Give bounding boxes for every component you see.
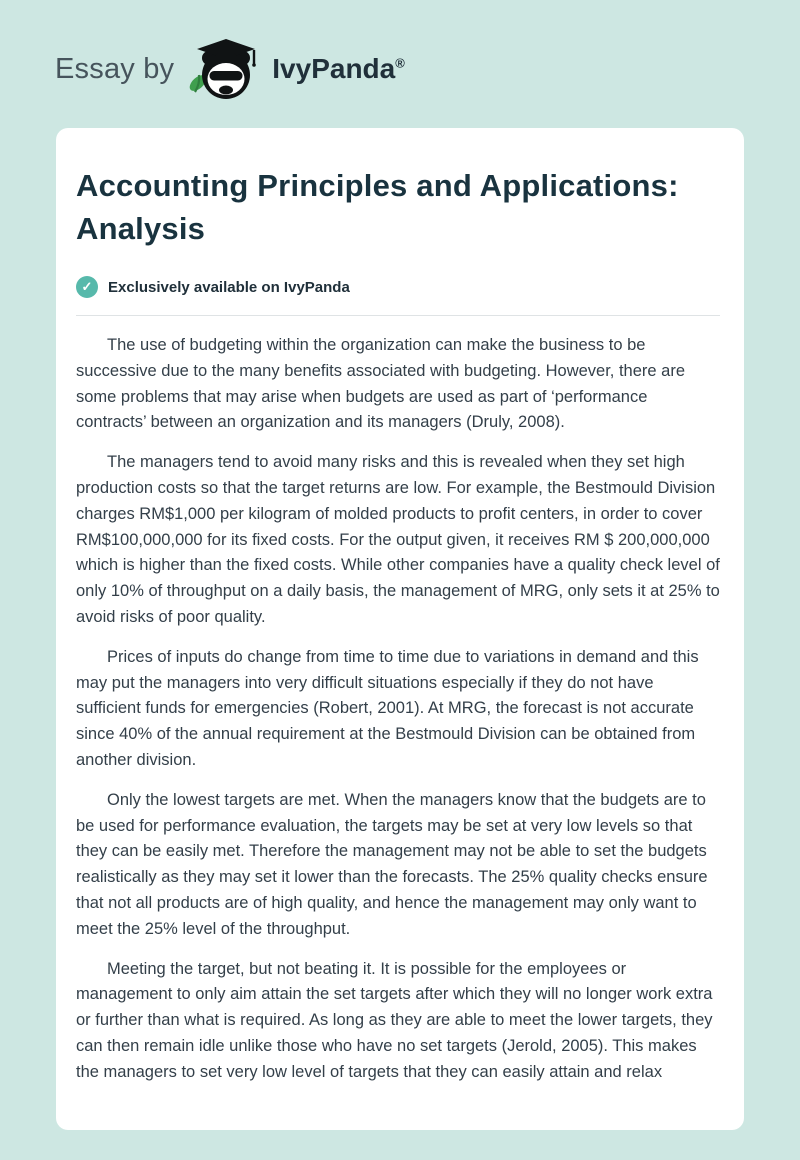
divider <box>76 315 720 316</box>
essay-body <box>76 333 720 1086</box>
essay-paragraph: Prices of inputs do change from time to time due to variations in demand and this may put the managers into very difficult situations especially if they do not have sufficient funds for emergencies (Robert, 2001). At MRG, the forecast is not accurate since 40% of the annual requirement at the Bestmould Division can be obtained from another division. <box>76 647 699 769</box>
registered-mark: ® <box>395 55 405 71</box>
availability-row <box>76 276 720 298</box>
brand-name <box>272 53 405 85</box>
essay-card <box>56 128 744 1130</box>
page-title: Accounting Principles and Applications: Analysis <box>76 168 679 246</box>
essay-paragraph: Meeting the target, but not beating it. It is possible for the employees or management to only aim attain the set targets after which they will no longer work extra or further than what is required. As long as they are able to meet the lower targets, they can then remain idle unlike those who have no set targets (Jerold, 2005). This makes the managers to set very low level of targets that they can easily attain and relax <box>76 959 713 1081</box>
essay-paragraph: The use of budgeting within the organization can make the business to be successive due to the many benefits associated with budgeting. However, there are some problems that may arise when budgets are used as part of ‘performance contracts’ between an organization and its managers (Druly, 2008). <box>76 336 686 432</box>
ivypanda-logo-icon <box>187 38 259 100</box>
essay-paragraph: Only the lowest targets are met. When the managers know that the budgets are to be used for performance evaluation, the targets may be set at very low levels so that they can be easily met. Therefore the management may not be able to set the budgets realistically as they may set it lower than the forecasts. The 25% quality checks ensure that not all products are of high quality, and hence the management may only want to meet the 25% level of the throughput. <box>76 790 708 938</box>
availability-label: Exclusively available on IvyPanda <box>108 278 350 296</box>
header <box>0 0 800 102</box>
essay-paragraph: The managers tend to avoid many risks and this is revealed when they set high production costs so that the target returns are low. For example, the Bestmould Division charges RM$1,000 per kilogram of molded products to profit centers, in order to cover RM$100,000,000 for its fixed costs. For the output given, it receives RM $ 200,000,000 which is higher than the fixed costs. While other companies have a quality check level of only 10% of throughput on a daily basis, the management of MRG, only sets it at 25% to avoid risks of poor quality. <box>76 453 720 626</box>
essay-by-label: Essay by <box>55 52 175 85</box>
check-icon: ✓ <box>76 276 98 298</box>
brand-text: IvyPanda <box>272 53 396 84</box>
